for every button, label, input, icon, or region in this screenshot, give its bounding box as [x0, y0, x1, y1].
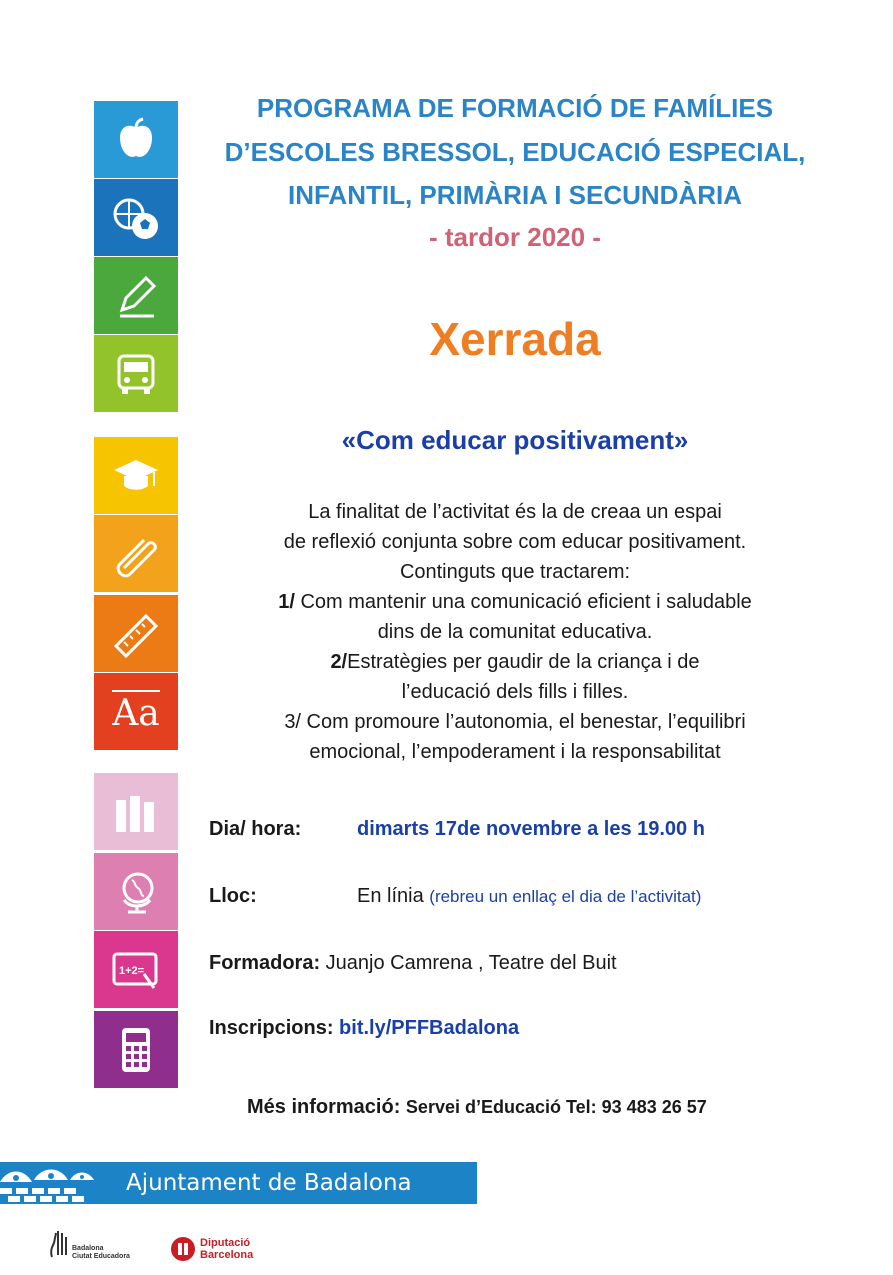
description-line: de reflexió conjunta sobre com educar positivament. [283, 531, 747, 553]
content-item-1 [200, 587, 830, 617]
signup-row [209, 1017, 519, 1040]
description-line: dins de la comunitat educativa. [377, 621, 653, 643]
description-line: Continguts que tractarem: [399, 561, 631, 583]
graduation-cap-icon [110, 450, 162, 502]
description [200, 497, 830, 767]
item-number: 1/ [278, 591, 295, 613]
books-icon [110, 786, 162, 838]
logo-left-line2: Ciutat Educadora [72, 1253, 130, 1260]
program-title-line1: PROGRAMA DE FORMACIÓ DE FAMÍLIES [256, 93, 774, 123]
more-info-label: Més informació: [247, 1096, 401, 1118]
tile-ruler [94, 595, 178, 672]
globe-icon [110, 866, 162, 918]
talk-title: «Com educar positivament» [341, 425, 689, 455]
city-name: Ajuntament de Badalona [126, 1170, 412, 1196]
math-board-icon [110, 944, 162, 996]
ruler-icon [110, 608, 162, 660]
tile-pencil [94, 257, 178, 334]
season: - tardor 2020 - [429, 222, 601, 252]
badalona-educadora-logo [48, 1227, 130, 1261]
program-title-line3: INFANTIL, PRIMÀRIA I SECUNDÀRIA [287, 180, 743, 210]
tile-books [94, 773, 178, 850]
tile-bus [94, 335, 178, 412]
place-row [209, 885, 701, 908]
tile-balls [94, 179, 178, 256]
trainer-label: Formadora: [209, 952, 321, 974]
tile-graduation [94, 437, 178, 514]
apple-icon [110, 114, 162, 166]
logo-left-line1: Badalona [72, 1245, 104, 1252]
tile-paperclip [94, 515, 178, 592]
content-item-3: 3/ Com promoure l’autonomia, el benestar, l’equilibri [284, 711, 746, 733]
tile-math [94, 931, 178, 1008]
tile-calculator [94, 1011, 178, 1088]
diputacio-emblem-icon [170, 1236, 196, 1262]
paperclip-icon [110, 528, 162, 580]
description-line: La finalitat de l’activitat és la de creaa un espai [308, 501, 722, 523]
item-text: Estratègies per gaudir de la criança i de [347, 651, 700, 673]
event-type: Xerrada [429, 313, 601, 365]
bus-icon [110, 348, 162, 400]
program-title-line2: D’ESCOLES BRESSOL, EDUCACIÓ ESPECIAL, [224, 137, 806, 167]
item-number: 2/ [330, 651, 348, 673]
date-value: dimarts 17de novembre a les 19.00 h [357, 818, 705, 840]
content-item-2 [200, 647, 830, 677]
item-text: Com mantenir una comunicació eficient i saludable [294, 591, 752, 613]
more-info-value: Servei d’Educació Tel: 93 483 26 57 [405, 1097, 707, 1117]
letters-icon: Aa [112, 690, 159, 734]
place-value: En línia [357, 885, 424, 907]
tile-apple [94, 101, 178, 178]
trainer-row [209, 952, 617, 975]
date-row [209, 818, 705, 841]
hand-icon [48, 1227, 70, 1261]
svg-text:1+2=: 1+2= [119, 964, 145, 977]
pencil-icon [110, 270, 162, 322]
description-line: emocional, l’empoderament i la responsabilitat [309, 741, 721, 763]
date-label: Dia/ hora: [209, 818, 302, 840]
tile-globe [94, 853, 178, 930]
more-info [247, 1096, 707, 1119]
tile-letters [94, 673, 178, 750]
signup-link[interactable]: bit.ly/PFFBadalona [339, 1017, 520, 1039]
trainer-value: Juanjo Camrena , Teatre del Buit [320, 952, 617, 974]
signup-label: Inscripcions: [209, 1017, 334, 1039]
diputacio-logo [170, 1236, 253, 1262]
place-label: Lloc: [209, 885, 257, 907]
city-pattern-icon [0, 1162, 110, 1204]
balls-icon [110, 192, 162, 244]
logo-right-line1: Diputació [200, 1237, 251, 1249]
description-line: l’educació dels fills i filles. [401, 681, 629, 703]
calculator-icon [110, 1024, 162, 1076]
place-note: (rebreu un enllaç el dia de l’activitat) [429, 887, 702, 906]
logo-right-line2: Barcelona [200, 1249, 254, 1261]
